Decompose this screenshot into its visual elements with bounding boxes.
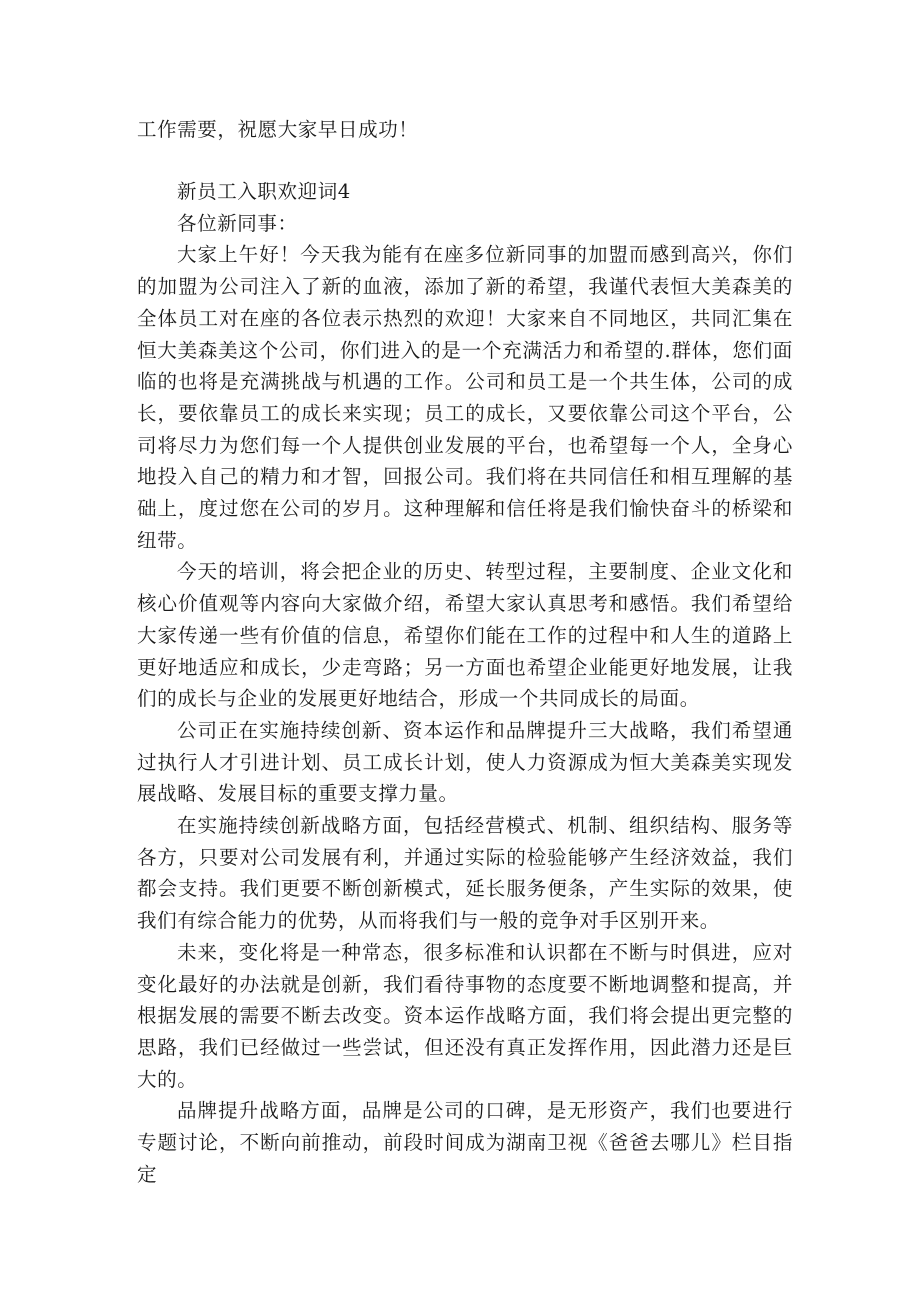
intro-line: 工作需要，祝愿大家早日成功！ (137, 118, 419, 141)
paragraph-1: 大家上午好！今天我为能有在座多位新同事的加盟而感到高兴，你们的加盟为公司注入了新的血液，添加了新的希望，我谨代表恒大美森美的全体员工对在座的各位表示热烈的欢迎！大家来自不同地区，共同汇集在恒大美森美这个公司，你们进入的是一个充满活力和希望的.群体，您们面临的也将是充满挑战与机遇的工作。公司和员工是一个共生体，公司的成长，要依靠员工的成长来实现；员工的成长，又要依靠公司这个平台，公司将尽力为您们每一个人提供创业发展的平台，也希望每一个人，全身心地投入自己的精力和才智，回报公司。我们将在共同信任和相互理解的基础上，度过您在公司的岁月。这种理解和信任将是我们愉快奋斗的桥梁和纽带。 (137, 243, 793, 552)
section-heading: 新员工入职欢迎词4 (177, 180, 351, 203)
paragraph-2: 今天的培训，将会把企业的历史、转型过程，主要制度、企业文化和核心价值观等内容向大家做介绍，希望大家认真思考和感悟。我们希望给大家传递一些有价值的信息，希望你们能在工作的过程中和人生的道路上更好地适应和成长，少走弯路；另一方面也希望企业能更好地发展，让我们的成长与企业的发展更好地结合，形成一个共同成长的局面。 (137, 560, 793, 711)
document-body (137, 176, 793, 1191)
paragraph-6: 品牌提升战略方面，品牌是公司的口碑，是无形资产，我们也要进行专题讨论，不断向前推动，前段时间成为湖南卫视《爸爸去哪儿》栏目指定 (137, 1099, 793, 1186)
paragraph-4: 在实施持续创新战略方面，包括经营模式、机制、组织结构、服务等各方，只要对公司发展有利，并通过实际的检验能够产生经济效益，我们都会支持。我们更要不断创新模式，延长服务便条，产生实际的效果，使我们有综合能力的优势，从而将我们与一般的竞争对手区别开来。 (137, 814, 793, 933)
paragraph-5: 未来，变化将是一种常态，很多标准和认识都在不断与时俱进，应对变化最好的办法就是创新，我们看待事物的态度要不断地调整和提高，并根据发展的需要不断去改变。资本运作战略方面，我们将会提出更完整的思路，我们已经做过一些尝试，但还没有真正发挥作用，因此潜力还是巨大的。 (137, 940, 793, 1091)
paragraph-3: 公司正在实施持续创新、资本运作和品牌提升三大战略，我们希望通过执行人才引进计划、员工成长计划，使人力资源成为恒大美森美实现发展战略、发展目标的重要支撑力量。 (137, 718, 793, 806)
salutation: 各位新同事： (177, 211, 298, 235)
